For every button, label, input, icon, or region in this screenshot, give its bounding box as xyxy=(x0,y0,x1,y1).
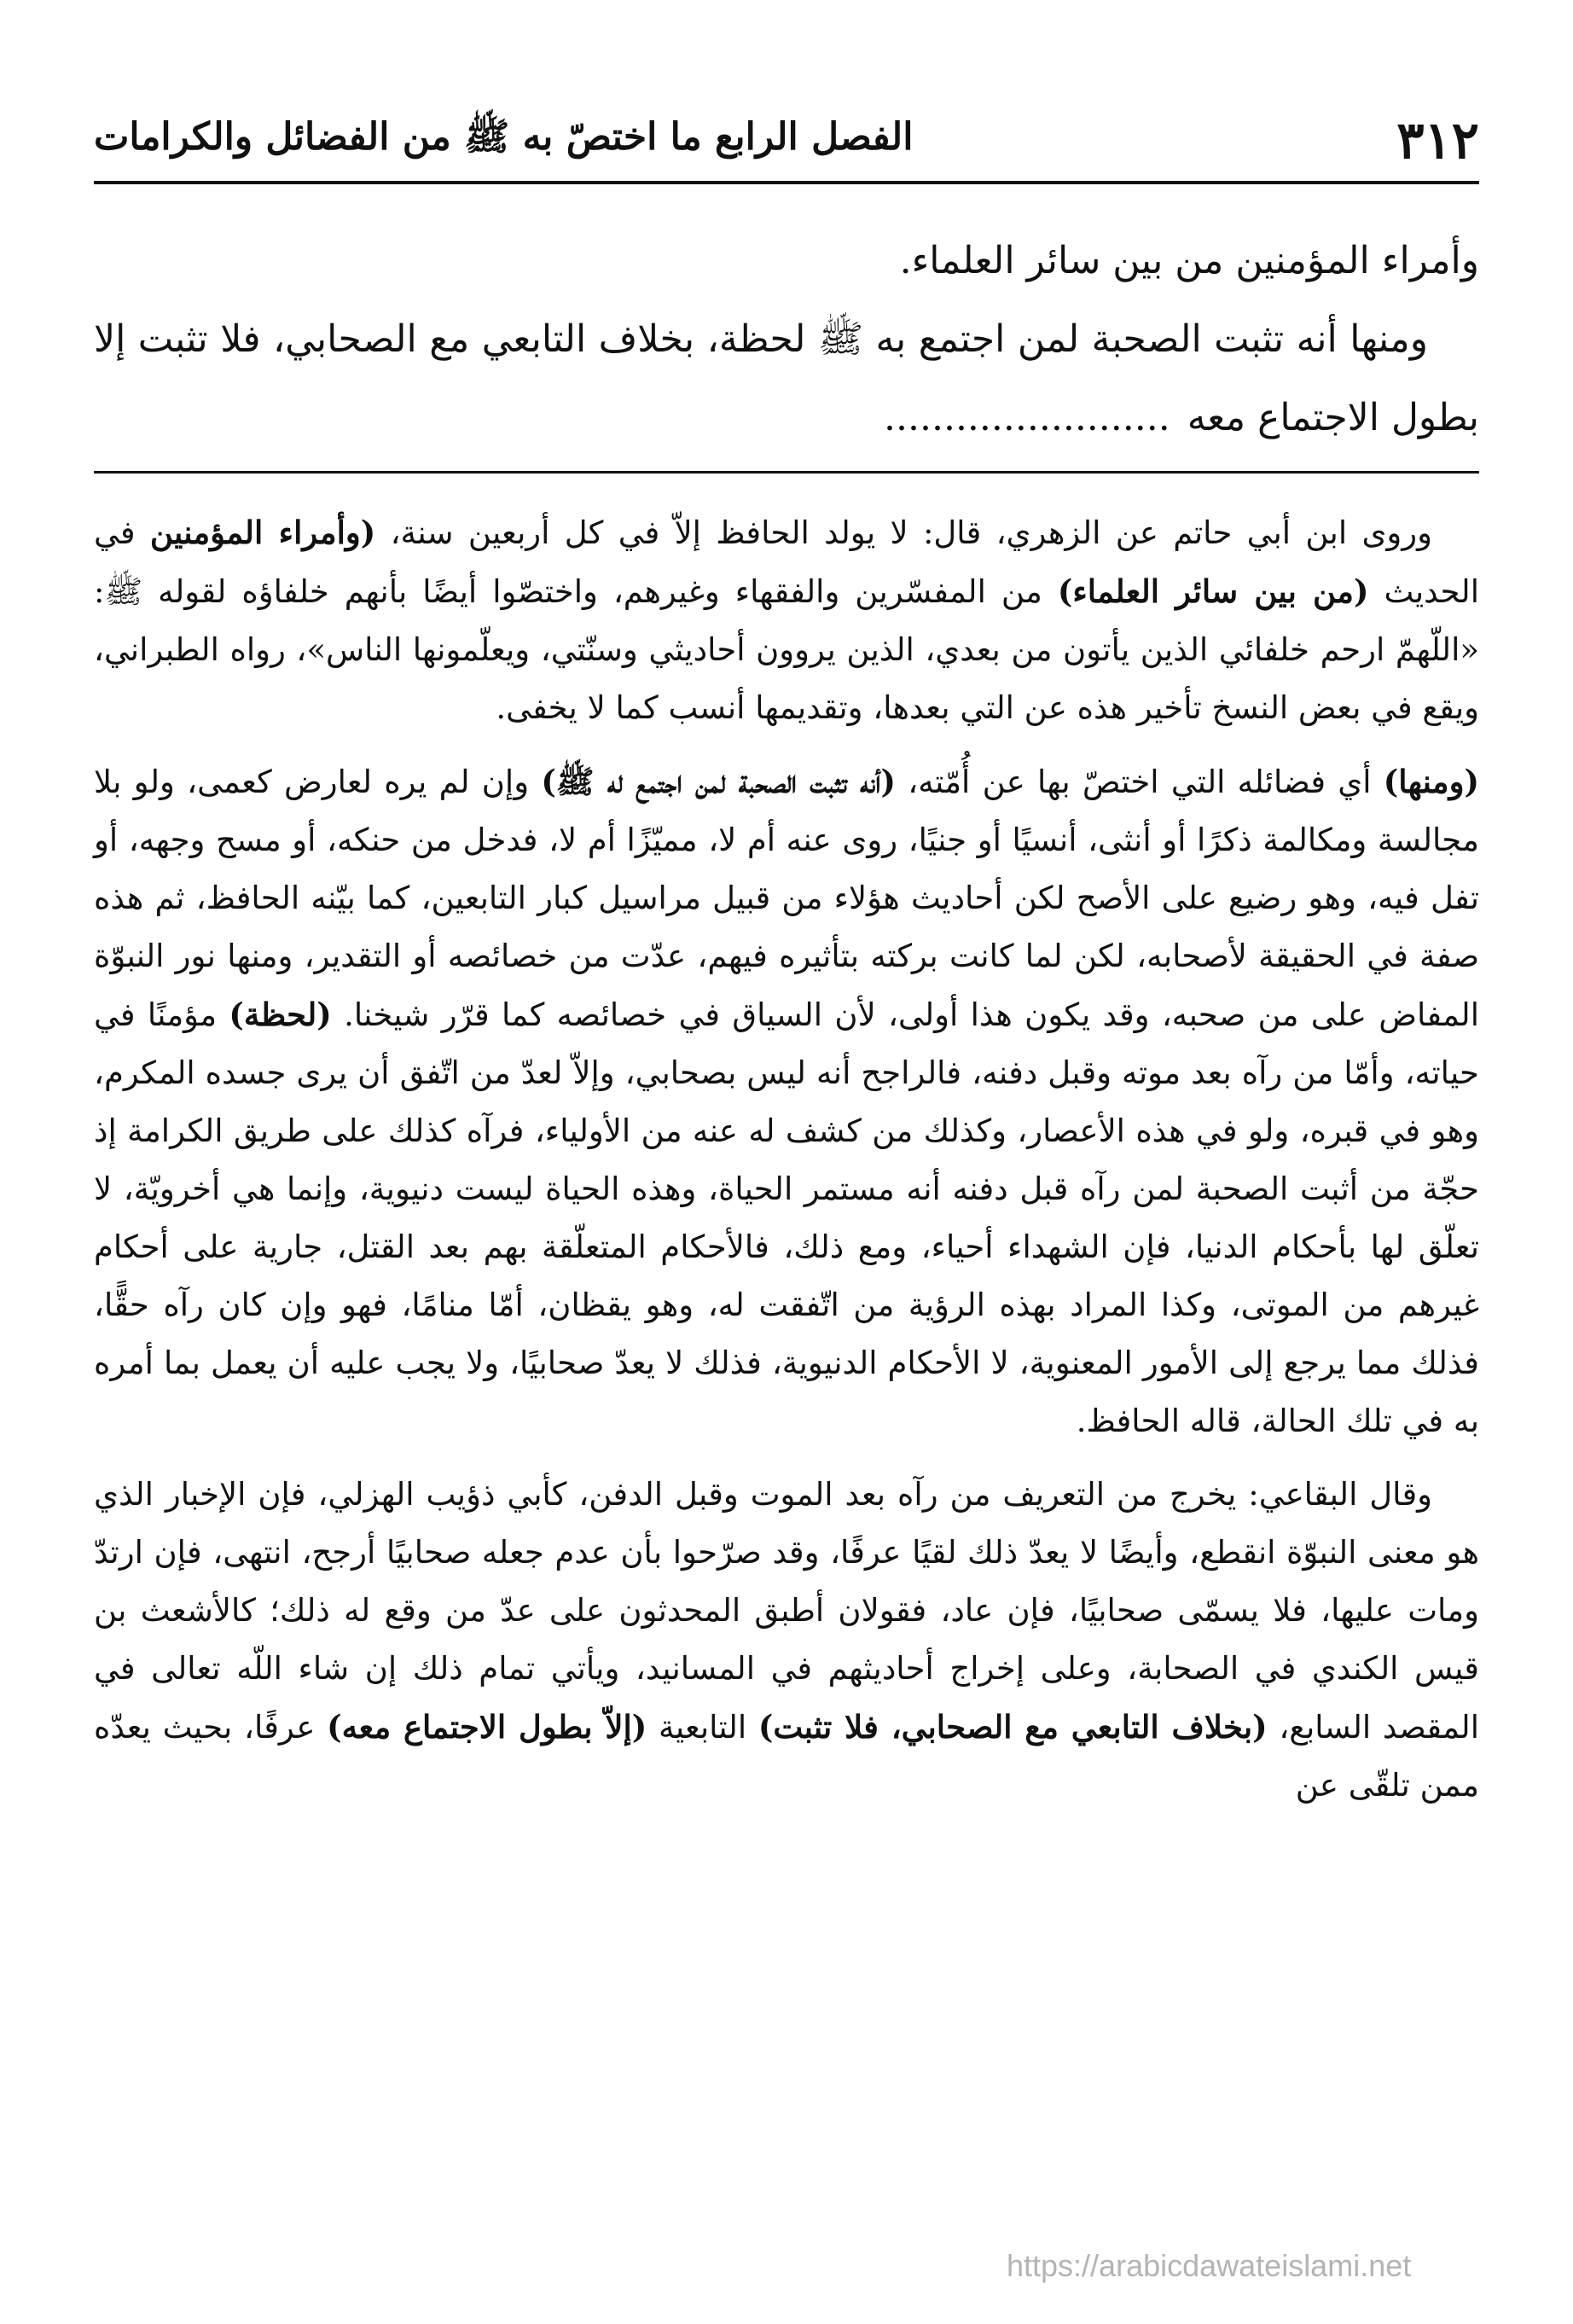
commentary-paragraph-2 xyxy=(94,752,1479,1450)
commentary xyxy=(94,503,1479,1830)
main-text xyxy=(94,222,1479,457)
text-run: وقال البقاعي: يخرج من التعريف من رآه بعد الموت وقبل الدفن، كأبي ذؤيب الهزلي، فإن الإخبار الذي هو معنى النبوّة انقطع، وأيضًا لا يعدّ ذلك لقيًا عرفًا، وقد صرّحوا بأن عدم جعله صحابيًا أرجح، انتهى، فإن ارتدّ ومات عليها، فلا يسمّى صحابيًا، فإن عاد، فقولان أطبق المحدثون على عدّ من وقع له ذلك؛ كالأشعث بن قيس الكندي في الصحابة، وعلى إخراج أحاديثهم في المسانيد، ويأتي تمام ذلك إن شاء اللّه تعالى في المقصد السابع، xyxy=(94,1476,1479,1746)
matn-line: وأمراء المؤمنين من بين سائر العلماء. xyxy=(899,239,1479,282)
page-header xyxy=(94,102,1479,179)
text-run: في الحديث xyxy=(94,514,1479,610)
bold-text-run: (من بين سائر العلماء) xyxy=(1057,572,1369,610)
commentary-paragraph-1 xyxy=(94,503,1479,737)
text-run: أي فضائله التي اختصّ بها عن أُمّته، xyxy=(896,764,1384,800)
text-run: مؤمنًا في حياته، وأمّا من رآه بعد موته وقبل دفنه، فالراجح أنه ليس بصحابي، وإلاّ لعدّ من اتّفق أن يرى جسده المكرم، وهو في قبره، ولو في هذه الأعصار، وكذلك من كشف له عنه من الأولياء، فرآه كذلك على طريق الكرامة إذ حجّة من أثبت الصحبة لمن رآه قبل دفنه أنه مستمر الحياة، وهذه الحياة ليست دنيوية، وإنما هي أخرويّة، لا تعلّق لها بأحكام الدنيا، فإن الشهداء أحياء، ومع ذلك، فالأحكام المتعلّقة بهم بعد القتل، جارية على أحكام غيرهم من الموتى، وكذا المراد بهذه الرؤية من اتّفقت له، وهو يقظان، أمّا منامًا، فهو وإن كان رآه حقًّا، فذلك مما يرجع إلى الأمور المعنوية، لا الأحكام الدنيوية، فذلك لا يعدّ صحابيًا، ولا يجب عليه أن يعمل بما أمره به في تلك الحالة، قاله الحافظ. xyxy=(94,996,1479,1439)
dotted-leader: ........................ xyxy=(884,396,1170,439)
text-run: عرفًا، بحيث يعدّه ممن تلقّى عن xyxy=(94,1709,1479,1804)
text-run: من المفسّرين والفقهاء وغيرهم، واختصّوا أيضًا بأنهم خلفاؤه لقوله ﷺ: «اللّهمّ ارحم خلفائي الذين يأتون من بعدي، الذين يروون أحاديثي وسنّتي، ويعلّمونها الناس»، رواه الطبراني، ويقع في بعض النسخ تأخير هذه عن التي بعدها، وتقديمها أنسب كما لا يخفى. xyxy=(94,573,1479,726)
text-run: التابعية xyxy=(647,1709,758,1746)
bold-text-run: (لحظة) xyxy=(229,996,332,1033)
bold-text-run: (أنه تثبت الصحبة لمن اجتمع له ﷺ) xyxy=(541,763,897,800)
bold-text-run: (إلاّ بطول الاجتماع معه) xyxy=(327,1708,647,1746)
bold-text-run: (وأمراء المؤمنين xyxy=(149,514,376,551)
matn-text: ومنها أنه تثبت الصحبة لمن اجتمع به ﷺ لحظة، بخلاف التابعي مع الصحابي، فلا تثبت إلا بطول الاجتماع معه xyxy=(94,317,1479,439)
commentary-rule xyxy=(94,471,1479,474)
header-rule xyxy=(94,181,1479,184)
matn-paragraph xyxy=(94,300,1479,457)
chapter-title: الفصل الرابع ما اختصّ به ﷺ من الفضائل والكرامات xyxy=(94,115,914,159)
text-run: وروى ابن أبي حاتم عن الزهري، قال: لا يولد الحافظ إلاّ في كل أربعين سنة، xyxy=(375,514,1433,551)
text-run: وإن لم يره لعارض كعمى، ولو بلا مجالسة ومكالمة ذكرًا أو أنثى، أنسيًا أو جنيًا، روى عنه أم لا، مميّزًا أم لا، فدخل من حنكه، أو مسح وجهه، أو تفل فيه، وهو رضيع على الأصح لكن أحاديث هؤلاء من قبيل مراسيل كبار التابعين، كما بيّنه الحافظ، ثم هذه صفة في الحقيقة لأصحابه، لكن لما كانت بركته بتأثيره فيهم، عدّت من خصائصه أو التقدير، ومنها نور النبوّة المفاض على من صحبه، وقد يكون هذا أولى، لأن السياق في خصائصه كما قرّر شيخنا. xyxy=(94,764,1479,1033)
page-number: ٣١٢ xyxy=(1396,111,1479,171)
bold-text-run: (بخلاف التابعي مع الصحابي، فلا تثبت) xyxy=(757,1708,1268,1746)
commentary-paragraph-3 xyxy=(94,1466,1479,1815)
watermark: https://arabicdawateislami.net xyxy=(1007,2248,1412,2283)
bold-text-run: (ومنها) xyxy=(1383,763,1479,800)
